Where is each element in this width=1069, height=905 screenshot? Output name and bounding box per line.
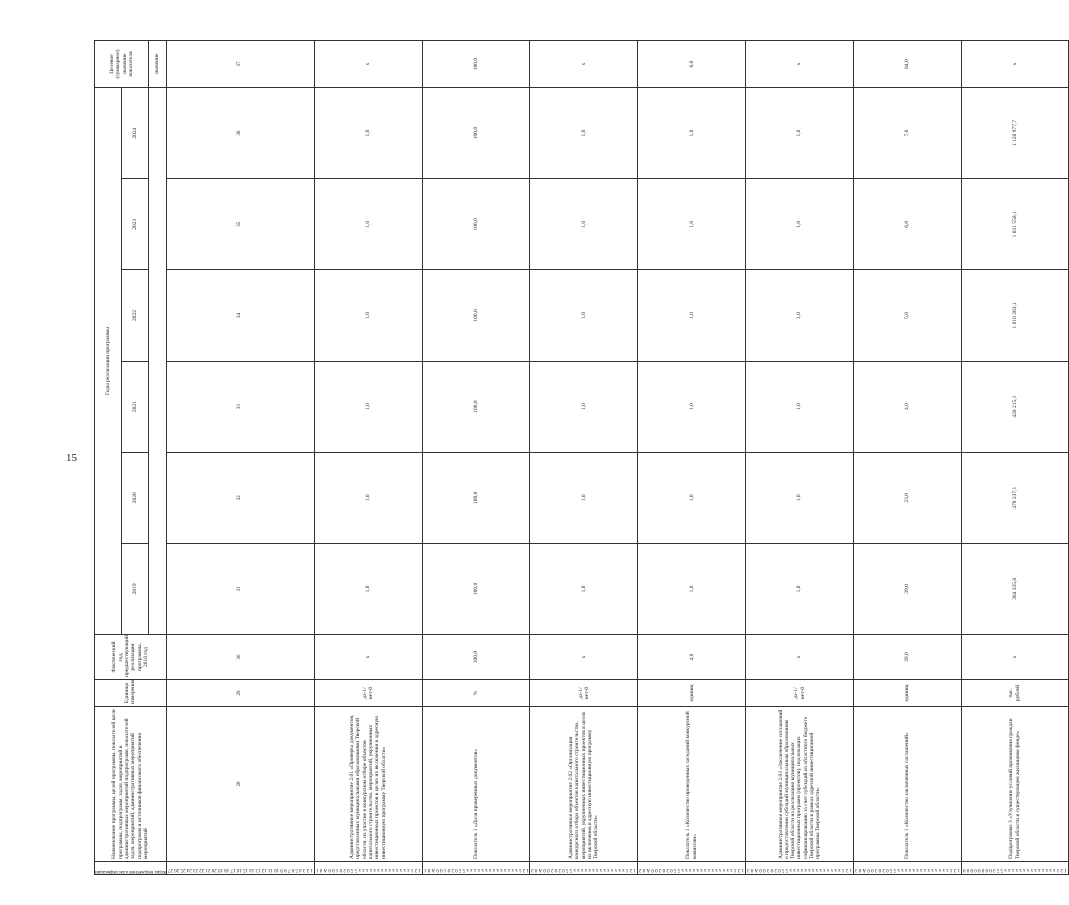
row-value: 6,0 [854,179,962,270]
year-header: 2020 [122,452,149,543]
row-value: 470 237,1 [961,452,1068,543]
row-codes: 1 2 1 х х х х х х х х х х х х х х 5 5 3 0 0 0 0 0 0 0 0 [961,862,1068,875]
row-codes: 1 2 1 х х х х х х х х х х х х х х 5 5 0 2 0 3 0 0 А 0 3 [854,862,962,875]
row-name: Показатель 1 «Доля проверенных документов» [422,707,530,862]
row-name: Административное мероприятие 2.02 «Организация конкурсного отбора объектов капитального строительства, мероприятий, укрупненных инвестиционных проектов в целях их включения в адресную инвестиционную программу Тверской области» [530,707,638,862]
row-target: х [530,41,638,88]
row-fact: х [746,635,854,680]
row-name: Показатель 1 «Количество заключенных соглашений» [854,707,962,862]
row-fact: х [961,635,1068,680]
row-value: 100,0 [422,452,530,543]
row-name: Административное мероприятие 2.03 «Заключение соглашений о предоставлении субсидий муниципальным образованиям Тверской области на реализацию муниципальных инвестиционных программ (проектов), подлежащих софинансированию за счет субсидий из областного бюджета Тверской области в рамках адресной инвестиционной программы Тверской области» [746,707,854,862]
row-name: Административное мероприятие 2.01 «Проверка документов, представленных муниципальными образованиями Тверской области, на участие в конкурсном отборе объектов капитального строительства, мероприятий, укрупненных инвестиционных проектов в целях их включения в адресную инвестиционную программу Тверской области» [314,707,422,862]
row-value: 4,0 [854,361,962,452]
row-value: 364 335,8 [961,543,1068,634]
row-name: Показатель 1 «Количество проведенных заседаний конкурсной комиссии» [638,707,746,862]
row-value: 1,0 [530,88,638,179]
col-number: 28 [166,707,314,862]
row-value: 1,0 [530,179,638,270]
years-header: Годы реализации программы [95,88,122,635]
row-value: 100,0 [422,179,530,270]
row-codes: 1 2 1 х х х х х х х х х х х х х х 5 5 0 2 0 1 0 0 А 0 1 [314,862,422,875]
row-target: х [961,41,1068,88]
col-number: 32 [166,452,314,543]
row-value: 1,0 [746,452,854,543]
row-value: 1,0 [314,270,422,361]
row-value: 1,0 [314,88,422,179]
row-value: 1,0 [314,543,422,634]
row-unit: да-1/ нет-0 [530,680,638,707]
col-number: 31 [166,543,314,634]
row-value: 100,0 [422,270,530,361]
program-indicators-table [94,40,1069,875]
table-row [530,41,638,875]
col-number: 36 [166,88,314,179]
row-value: 1,0 [314,361,422,452]
row-value: 5,0 [854,270,962,361]
row-unit: тыс. рублей [961,680,1068,707]
row-unit: единиц [638,680,746,707]
row-value: 100,0 [422,88,530,179]
row-codes: 1 2 1 х х х х х х х х х х х х х х 5 5 0 2 0 1 0 0 А 0 1 [422,862,530,875]
year-header: 2022 [122,270,149,361]
row-value: 1,0 [746,179,854,270]
row-unit: да-1/ нет-0 [746,680,854,707]
page-number: 15 [66,452,77,464]
codes-header: Коды бюджетной классификации [95,869,166,874]
name-header: Наименование программы, целей программы, показателей цели программы, подпрограмм, задач, мероприятий и административных мероприятий подпрограмм, показателей задач, мероприятий, административных мероприятий подпрограмм и источников финансового обеспечения мероприятий [95,707,167,862]
row-value: 1,0 [638,88,746,179]
row-target: 84,0 [854,41,962,88]
row-value: 1,0 [746,88,854,179]
row-codes: 1 2 1 х х х х х х х х х х х х х х 5 5 0 2 0 3 0 0 А 0 3 [746,862,854,875]
col-number: 30 [166,635,314,680]
col-number: 29 [166,680,314,707]
row-value: 1,0 [638,179,746,270]
row-value: 1,0 [314,452,422,543]
row-value: 1 010 263,1 [961,270,1068,361]
row-target: 6,0 [638,41,746,88]
table-row [638,41,746,875]
row-value: 1,0 [530,543,638,634]
fact-year-header: Фактический год, предшествующий реализации программы, 2018 год [95,635,167,680]
table-row [961,41,1068,875]
row-value: 7,0 [854,88,962,179]
unit-header: Единица измерения [95,680,167,707]
table-row [422,41,530,875]
code-numbers: 1 2 3 4 5 6 7 8 9 10 11 12 13 14 15 16 17 18 19 20 21 22 23 24 25 26 27 [166,862,314,875]
row-fact: 4,0 [638,635,746,680]
row-codes: 1 2 1 х х х х х х х х х х х х х х 5 5 0 2 0 2 0 0 А 0 2 [638,862,746,875]
row-fact: х [314,635,422,680]
row-value: 428 215,1 [961,361,1068,452]
years-subheader [149,88,167,635]
year-header: 2019 [122,543,149,634]
row-value: 1 128 977,7 [961,88,1068,179]
row-value: 1,0 [314,179,422,270]
row-value: 1,0 [530,452,638,543]
row-target: х [746,41,854,88]
row-unit: да-1/ нет-0 [314,680,422,707]
row-target: х [314,41,422,88]
row-value: 1,0 [638,452,746,543]
row-name: Подпрограмма 3 «Улучшение условий проживания граждан Тверской области в существующем жилищном фонде» [961,707,1068,862]
row-value: 1,0 [530,361,638,452]
row-unit: единиц [854,680,962,707]
row-value: 1,0 [746,270,854,361]
year-header: 2024 [122,88,149,179]
target-subheader: значение [149,41,167,88]
row-value: 1 031 558,1 [961,179,1068,270]
table-row [746,41,854,875]
row-unit: % [422,680,530,707]
row-value: 39,0 [854,543,962,634]
codes-header-column [95,862,167,875]
col-number: 35 [166,179,314,270]
row-value: 23,0 [854,452,962,543]
table-row [854,41,962,875]
row-fact: х [530,635,638,680]
target-header: Целевое (суммарное) значение показателя [95,41,149,88]
row-value: 1,0 [746,543,854,634]
year-header: 2023 [122,179,149,270]
row-value: 1,0 [638,543,746,634]
row-value: 1,0 [638,270,746,361]
col-number: 37 [166,41,314,88]
table-row [314,41,422,875]
row-value: 100,0 [422,543,530,634]
row-value: 1,0 [638,361,746,452]
year-header: 2021 [122,361,149,452]
row-fact: 39,0 [854,635,962,680]
row-value: 100,0 [422,361,530,452]
row-codes: 1 2 1 х х х х х х х х х х х х х х 5 5 0 2 0 2 0 0 А 0 2 [530,862,638,875]
row-fact: 100,0 [422,635,530,680]
row-value: 1,0 [746,361,854,452]
row-value: 1,0 [530,270,638,361]
rotated-table-area [94,40,1067,875]
row-target: 100,0 [422,41,530,88]
col-number: 33 [166,361,314,452]
col-number: 34 [166,270,314,361]
